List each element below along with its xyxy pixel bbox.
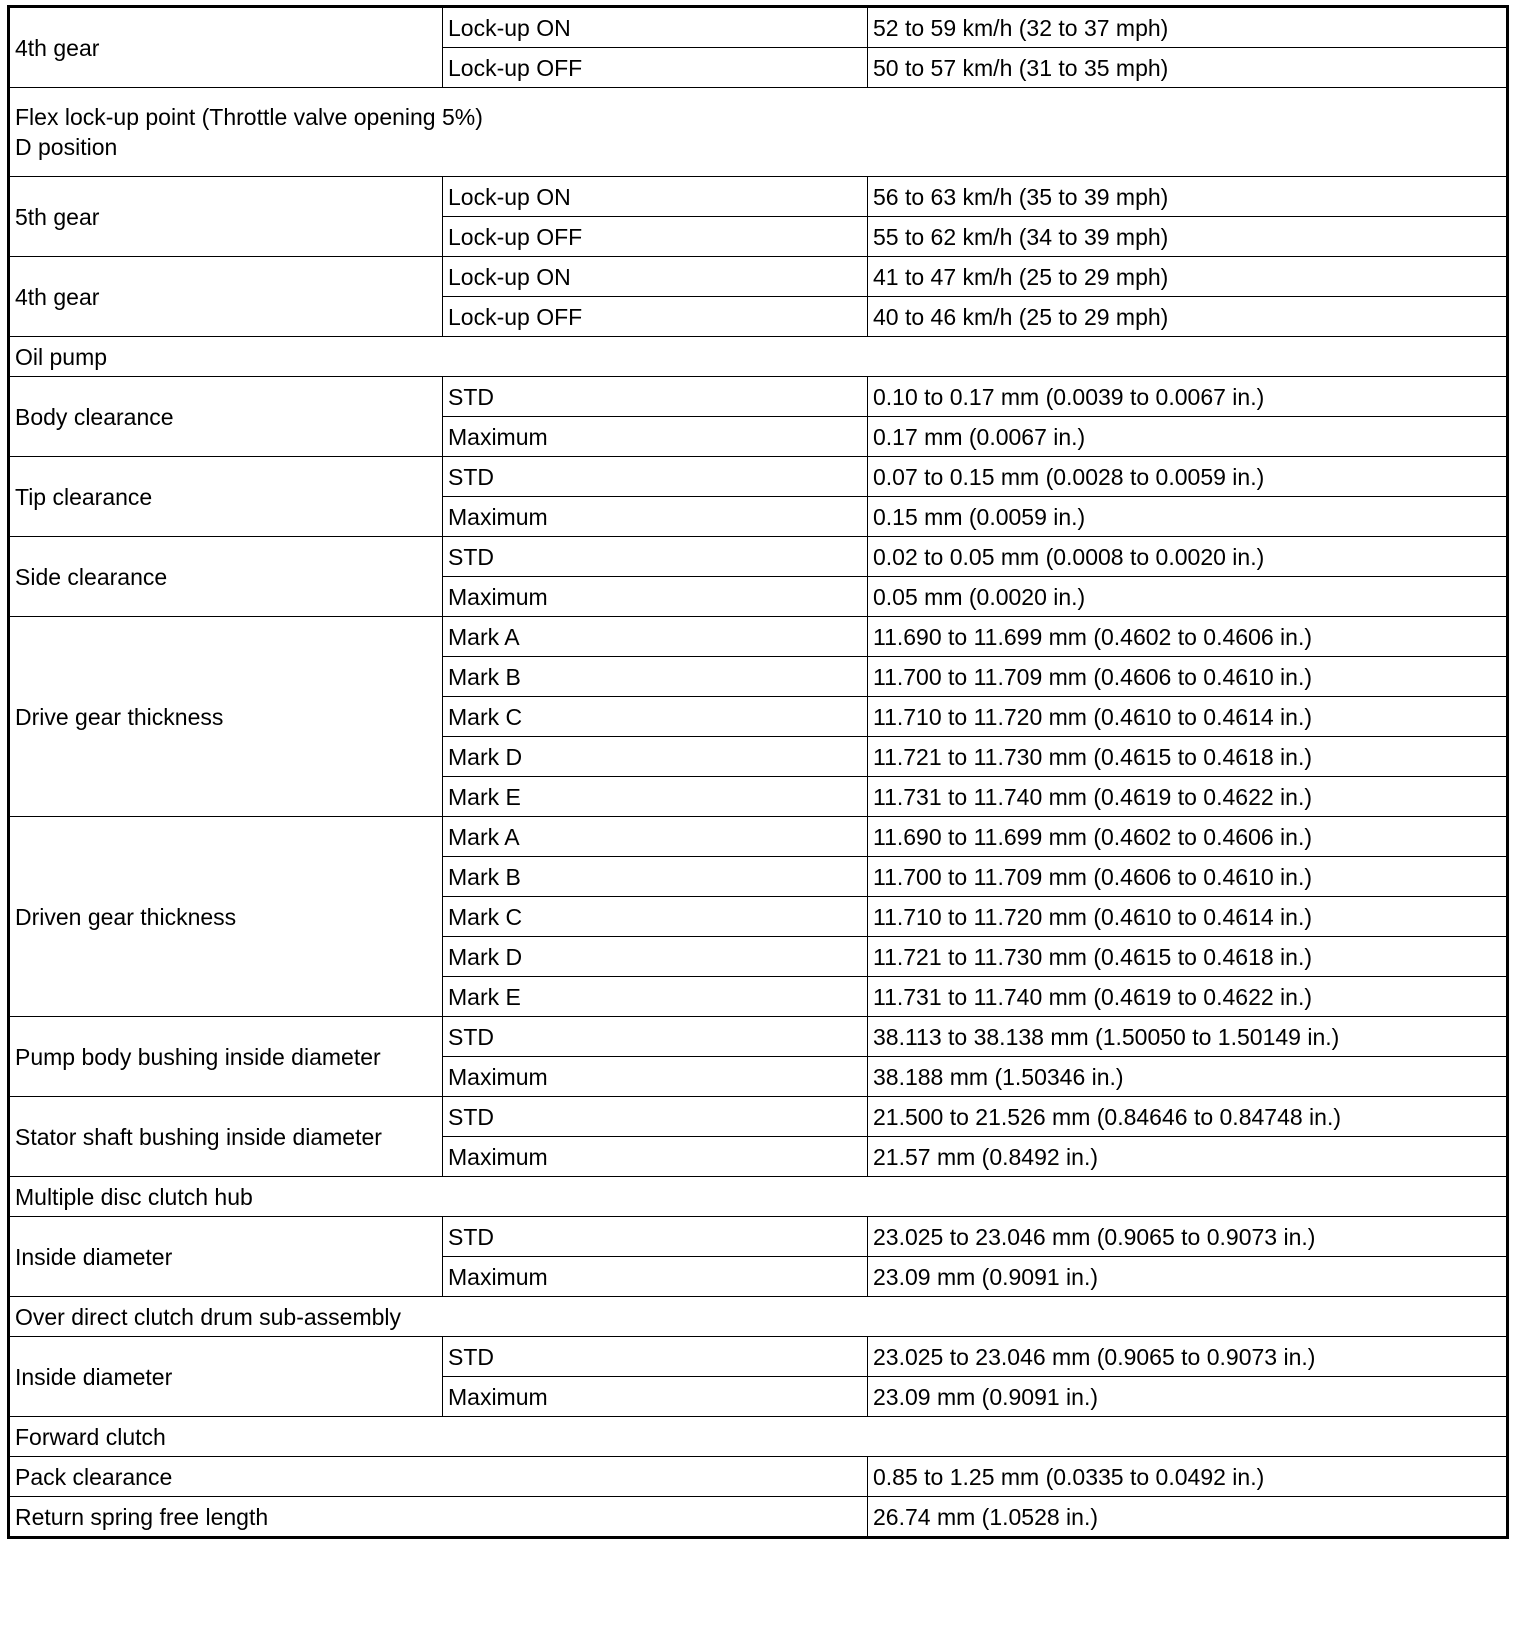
- row-label: Driven gear thickness: [9, 817, 443, 1017]
- row-label: Drive gear thickness: [9, 617, 443, 817]
- condition-cell: Lock-up ON: [443, 7, 868, 48]
- condition-cell: Lock-up OFF: [443, 297, 868, 337]
- section-header-row: [9, 1297, 1508, 1337]
- value-cell: 50 to 57 km/h (31 to 35 mph): [868, 48, 1508, 88]
- condition-cell: Mark B: [443, 657, 868, 697]
- table-row: [9, 537, 1508, 577]
- section-header-line: Flex lock-up point (Throttle valve opening 5%): [15, 104, 483, 130]
- condition-cell: Maximum: [443, 577, 868, 617]
- value-cell: 26.74 mm (1.0528 in.): [868, 1497, 1508, 1538]
- condition-cell: STD: [443, 1097, 868, 1137]
- row-label: Pump body bushing inside diameter: [9, 1017, 443, 1097]
- condition-cell: STD: [443, 377, 868, 417]
- condition-cell: Lock-up OFF: [443, 48, 868, 88]
- condition-cell: STD: [443, 537, 868, 577]
- section-header-forward-clutch: Forward clutch: [9, 1417, 1508, 1457]
- table-row: [9, 1337, 1508, 1377]
- row-label: Tip clearance: [9, 457, 443, 537]
- condition-cell: Maximum: [443, 1057, 868, 1097]
- row-label: Inside diameter: [9, 1217, 443, 1297]
- value-cell: 0.10 to 0.17 mm (0.0039 to 0.0067 in.): [868, 377, 1508, 417]
- condition-cell: Lock-up OFF: [443, 217, 868, 257]
- section-header-line: D position: [15, 134, 118, 160]
- condition-cell: Maximum: [443, 497, 868, 537]
- value-cell: 23.025 to 23.046 mm (0.9065 to 0.9073 in.): [868, 1337, 1508, 1377]
- table-row: [9, 1217, 1508, 1257]
- condition-cell: Mark B: [443, 857, 868, 897]
- value-cell: 38.113 to 38.138 mm (1.50050 to 1.50149 in.): [868, 1017, 1508, 1057]
- value-cell: 0.05 mm (0.0020 in.): [868, 577, 1508, 617]
- condition-cell: Maximum: [443, 417, 868, 457]
- condition-cell: Mark A: [443, 617, 868, 657]
- condition-cell: Lock-up ON: [443, 177, 868, 217]
- condition-cell: STD: [443, 1337, 868, 1377]
- value-cell: 38.188 mm (1.50346 in.): [868, 1057, 1508, 1097]
- value-cell: 52 to 59 km/h (32 to 37 mph): [868, 7, 1508, 48]
- row-label: Return spring free length: [9, 1497, 868, 1538]
- condition-cell: Mark D: [443, 737, 868, 777]
- table-row: [9, 7, 1508, 48]
- value-cell: 23.09 mm (0.9091 in.): [868, 1377, 1508, 1417]
- value-cell: 21.500 to 21.526 mm (0.84646 to 0.84748 in.): [868, 1097, 1508, 1137]
- value-cell: 0.17 mm (0.0067 in.): [868, 417, 1508, 457]
- condition-cell: Lock-up ON: [443, 257, 868, 297]
- condition-cell: STD: [443, 1017, 868, 1057]
- section-header-flex-lockup: [9, 88, 1508, 177]
- value-cell: 11.710 to 11.720 mm (0.4610 to 0.4614 in.): [868, 697, 1508, 737]
- value-cell: 40 to 46 km/h (25 to 29 mph): [868, 297, 1508, 337]
- value-cell: 11.731 to 11.740 mm (0.4619 to 0.4622 in.): [868, 777, 1508, 817]
- condition-cell: Mark C: [443, 697, 868, 737]
- condition-cell: STD: [443, 1217, 868, 1257]
- condition-cell: Mark D: [443, 937, 868, 977]
- value-cell: 11.710 to 11.720 mm (0.4610 to 0.4614 in.): [868, 897, 1508, 937]
- condition-cell: Maximum: [443, 1137, 868, 1177]
- section-header-oil-pump: Oil pump: [9, 337, 1508, 377]
- condition-cell: Mark A: [443, 817, 868, 857]
- table-row: [9, 257, 1508, 297]
- condition-cell: Mark E: [443, 777, 868, 817]
- section-header-clutch-hub: Multiple disc clutch hub: [9, 1177, 1508, 1217]
- row-label: 4th gear: [9, 7, 443, 88]
- table-row: [9, 1097, 1508, 1137]
- row-label: Inside diameter: [9, 1337, 443, 1417]
- condition-cell: Maximum: [443, 1257, 868, 1297]
- value-cell: 0.07 to 0.15 mm (0.0028 to 0.0059 in.): [868, 457, 1508, 497]
- row-label: 5th gear: [9, 177, 443, 257]
- value-cell: 11.700 to 11.709 mm (0.4606 to 0.4610 in.): [868, 657, 1508, 697]
- value-cell: 11.721 to 11.730 mm (0.4615 to 0.4618 in.): [868, 937, 1508, 977]
- table-row: [9, 177, 1508, 217]
- condition-cell: Maximum: [443, 1377, 868, 1417]
- spec-table: [7, 5, 1509, 1539]
- table-row: [9, 1017, 1508, 1057]
- row-label: Side clearance: [9, 537, 443, 617]
- value-cell: 11.731 to 11.740 mm (0.4619 to 0.4622 in.): [868, 977, 1508, 1017]
- value-cell: 55 to 62 km/h (34 to 39 mph): [868, 217, 1508, 257]
- value-cell: 11.690 to 11.699 mm (0.4602 to 0.4606 in.): [868, 817, 1508, 857]
- table-row: [9, 377, 1508, 417]
- row-label: Body clearance: [9, 377, 443, 457]
- table-row: [9, 1497, 1508, 1538]
- value-cell: 23.09 mm (0.9091 in.): [868, 1257, 1508, 1297]
- value-cell: 56 to 63 km/h (35 to 39 mph): [868, 177, 1508, 217]
- value-cell: 11.721 to 11.730 mm (0.4615 to 0.4618 in.): [868, 737, 1508, 777]
- value-cell: 0.15 mm (0.0059 in.): [868, 497, 1508, 537]
- value-cell: 0.85 to 1.25 mm (0.0335 to 0.0492 in.): [868, 1457, 1508, 1497]
- table-row: [9, 1457, 1508, 1497]
- condition-cell: Mark E: [443, 977, 868, 1017]
- value-cell: 11.690 to 11.699 mm (0.4602 to 0.4606 in.): [868, 617, 1508, 657]
- table-row: [9, 617, 1508, 657]
- section-header-row: [9, 88, 1508, 177]
- condition-cell: STD: [443, 457, 868, 497]
- section-header-row: [9, 337, 1508, 377]
- table-row: [9, 817, 1508, 857]
- value-cell: 11.700 to 11.709 mm (0.4606 to 0.4610 in.): [868, 857, 1508, 897]
- row-label: Pack clearance: [9, 1457, 868, 1497]
- value-cell: 21.57 mm (0.8492 in.): [868, 1137, 1508, 1177]
- row-label: 4th gear: [9, 257, 443, 337]
- value-cell: 41 to 47 km/h (25 to 29 mph): [868, 257, 1508, 297]
- section-header-over-direct: Over direct clutch drum sub-assembly: [9, 1297, 1508, 1337]
- row-label: Stator shaft bushing inside diameter: [9, 1097, 443, 1177]
- section-header-row: [9, 1417, 1508, 1457]
- table-row: [9, 457, 1508, 497]
- value-cell: 23.025 to 23.046 mm (0.9065 to 0.9073 in.): [868, 1217, 1508, 1257]
- section-header-row: [9, 1177, 1508, 1217]
- condition-cell: Mark C: [443, 897, 868, 937]
- value-cell: 0.02 to 0.05 mm (0.0008 to 0.0020 in.): [868, 537, 1508, 577]
